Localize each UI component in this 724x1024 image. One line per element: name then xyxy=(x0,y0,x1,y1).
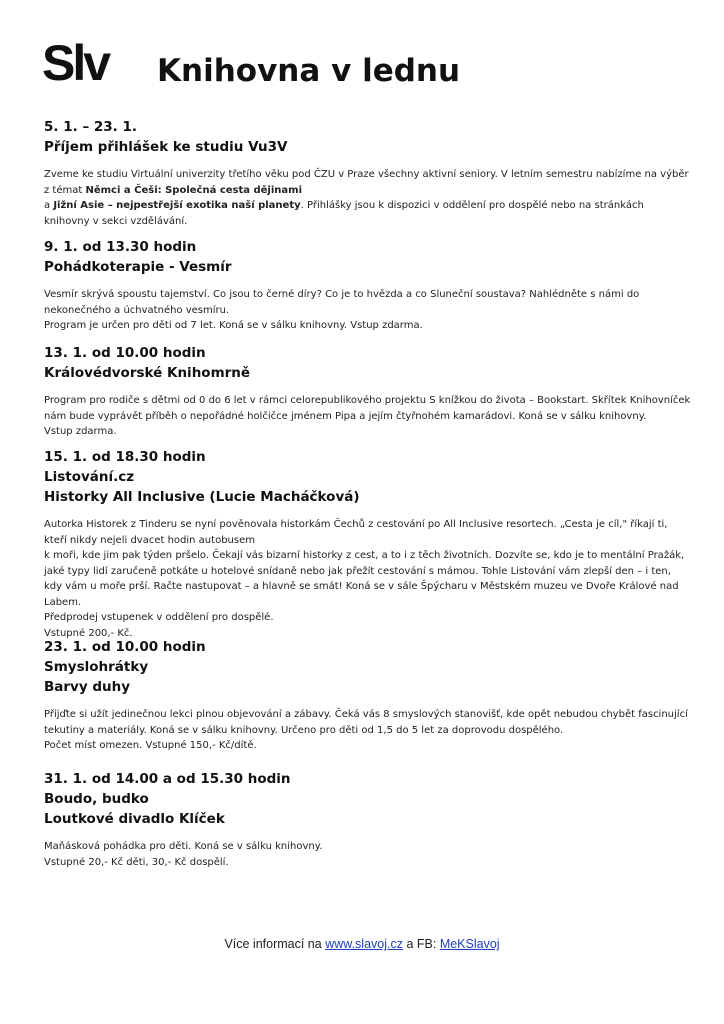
event-title: Barvy duhy xyxy=(44,679,131,695)
library-logo: Slv xyxy=(42,35,109,91)
event-title: Historky All Inclusive (Lucie Macháčková) xyxy=(44,489,360,505)
event-theatre: Loutkové divadlo Klíček xyxy=(44,811,225,827)
footer xyxy=(0,937,724,951)
event-listovani xyxy=(44,447,692,641)
event-description: Autorka Historek z Tinderu se nyní pověnovala historkám Čechů z cestování po All Inclusive resortech. „Cesta je cíl," říkají ti, kteří nikdy nejeli dvacet hodin autobusem k moři, kde jim pak týden pršelo. Čekají vás bizarní historky z cest, a to i z těch životních. Dozvíte se, kdo je to mentální Pražák, jaké typy lidí zaručeně potkáte u hotelové snídaně nebo jak přežít cestování s mámou. Tohle Listování vám zlepší den – i ten, kdy vám u moře prší. Račte nastupovat – a hlavně se smát! Koná se v sále Špýcharu v Městském muzeu ve Dvoře Králové nad Labem. Předprodej vstupenek v oddělení pro dospělé. Vstupné 200,- Kč. xyxy=(44,519,685,639)
event-date: 31. 1. od 14.00 a od 15.30 hodin xyxy=(44,771,291,787)
event-date: 15. 1. od 18.30 hodin xyxy=(44,449,206,465)
event-title: Královédvorské Knihomrně xyxy=(44,365,251,381)
website-link[interactable]: www.slavoj.cz xyxy=(325,937,403,951)
event-description: Maňásková pohádka pro děti. Koná se v sálku knihovny. Vstupné 20,- Kč děti, 30,- Kč dospělí. xyxy=(44,841,323,868)
event-date: 5. 1. – 23. 1. xyxy=(44,119,138,135)
footer-text-fb: a FB: xyxy=(402,937,440,951)
event-title: Boudo, budko xyxy=(44,791,149,807)
event-title: Pohádkoterapie - Vesmír xyxy=(44,259,232,275)
event-description: Program pro rodiče s dětmi od 0 do 6 let v rámci celorepublikového projektu S knížkou do života – Bookstart. Skřítek Knihovníček nám bude vyprávět příběh o nepořádné holčičce jménem Pipa a jejím čtyřnohém kamarádovi. Koná se v sálku knihovny. Vstup zdarma. xyxy=(44,395,691,437)
event-title: Příjem přihlášek ke studiu Vu3V xyxy=(44,139,288,155)
event-vu3v xyxy=(44,117,692,229)
event-boudo-budko xyxy=(44,769,692,870)
event-date: 9. 1. od 13.30 hodin xyxy=(44,239,197,255)
event-series: Smyslohrátky xyxy=(44,659,149,675)
event-description: Přijďte si užít jedinečnou lekci plnou objevování a zábavy. Čeká vás 8 smyslových stanovišť, kde opět nebudou chybět fascinující tekutiny a materiály. Koná se v sálku knihovny. Určeno pro děti od 1,5 do 5 let za doprovodu dospělého. Počet míst omezen. Vstupné 150,- Kč/dítě. xyxy=(44,709,688,751)
event-knihomrne xyxy=(44,343,692,440)
event-description: Vesmír skrývá spoustu tajemství. Co jsou to černé díry? Co je to hvězda a co Sluneční soustava? Nahlédněte s námi do nekonečného a úchvatného vesmíru. Program je určen pro děti od 7 let. Koná se v sálku knihovny. Vstup zdarma. xyxy=(44,289,640,331)
page-title: Knihovna v lednu xyxy=(157,53,461,89)
event-smyslohratky xyxy=(44,637,692,754)
event-description: Zveme ke studiu Virtuální univerzity třetího věku pod ČZU v Praze všechny aktivní seniory. V letním semestru nabízíme na výběr z témat Němci a Češi: Společná cesta dějinami a Jižní Asie – nejpestřejší exotika naší planety. Přihlášky jsou k dispozici v oddělení pro dospělé nebo na stránkách knihovny v sekci vzdělávání. xyxy=(44,169,689,227)
event-series: Listování.cz xyxy=(44,469,135,485)
event-date: 23. 1. od 10.00 hodin xyxy=(44,639,206,655)
event-pohadkoterapie xyxy=(44,237,692,334)
event-date: 13. 1. od 10.00 hodin xyxy=(44,345,206,361)
footer-text: Více informací na xyxy=(224,937,326,951)
facebook-link[interactable]: MeKSlavoj xyxy=(439,937,500,951)
